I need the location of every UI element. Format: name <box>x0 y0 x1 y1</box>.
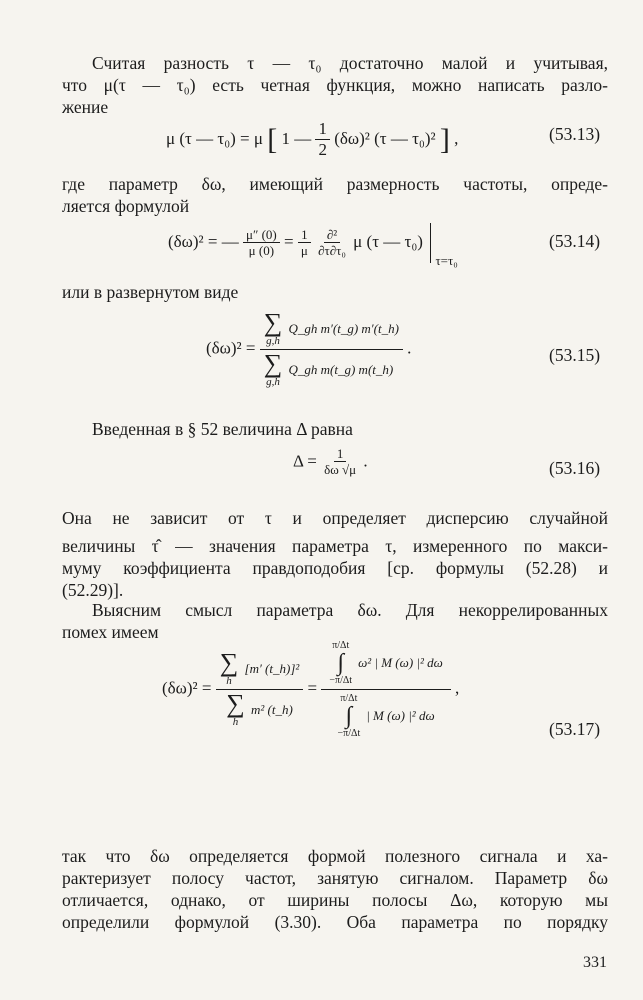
fraction-denominator: δω √μ <box>324 462 357 478</box>
equation-53-13 <box>166 120 458 160</box>
eq-term: (δω)² (τ — τ₀)² <box>334 128 436 148</box>
eq-lhs: (δω)² = <box>162 678 212 698</box>
equals-sign: = <box>284 231 294 251</box>
text-line: Выясним смысл параметра δω. Для некоррелированных <box>92 600 608 620</box>
text-line: величины τ̂ — значения параметра τ, измеренного по макси- <box>62 536 608 556</box>
equation-number: (53.17) <box>549 719 601 739</box>
eq-term: μ (τ — τ₀) <box>353 231 423 251</box>
numerator-expression: [m′ (t_h)]² <box>244 660 300 676</box>
text-line: так что δω определяется формой полезного сигнала и ха- <box>62 846 608 866</box>
fraction-numerator: ∂² <box>324 228 340 243</box>
fraction-denominator: 2 <box>318 139 327 159</box>
equation-number: (53.14) <box>549 231 601 251</box>
fraction <box>260 308 403 388</box>
fraction-numerator <box>321 640 450 690</box>
eq-dot: . <box>407 338 412 358</box>
text-line: что μ(τ — τ₀) есть четная функция, можно написать разло- <box>62 75 608 95</box>
denominator-expression: m² (t_h) <box>251 701 293 717</box>
text-line: рактеризует полосу частот, занятую сигналом. Параметр δω <box>62 868 608 888</box>
equation-number: (53.16) <box>549 458 601 478</box>
eq-comma: , <box>455 678 460 698</box>
bracket-close: ] <box>439 123 450 157</box>
fraction-denominator: ∂τ∂τ₀ <box>318 242 346 258</box>
fraction-numerator: 1 <box>298 228 311 243</box>
eq-term: 1 — <box>281 128 312 148</box>
text-line: (52.29)]. <box>62 580 124 600</box>
text-line: жение <box>62 97 109 117</box>
sum-symbol: ∑ h <box>219 648 239 687</box>
fraction-denominator: μ (0) <box>248 242 275 258</box>
fraction-denominator: μ <box>300 242 308 258</box>
text-line: Считая разность τ — τ₀ достаточно малой и учитывая, <box>92 53 608 73</box>
eq-lhs: μ (τ — τ₀) = μ <box>166 128 263 148</box>
fraction <box>315 228 349 259</box>
eq-comma: , <box>454 128 459 148</box>
text-line: муму коэффициента правдоподобия [ср. формулы (52.28) и <box>62 558 608 578</box>
text-line: Введенная в § 52 величина Δ равна <box>92 419 353 439</box>
eq-lhs: (δω)² = <box>206 338 256 358</box>
fraction <box>315 120 330 160</box>
fraction <box>321 447 359 478</box>
text-line: определили формулой (3.30). Оба параметра по порядку <box>62 912 608 932</box>
equation-number: (53.13) <box>549 124 601 144</box>
eq-lhs: (δω)² = — <box>168 231 239 251</box>
equation-number: (53.15) <box>549 345 601 365</box>
fraction-numerator <box>216 648 304 690</box>
fraction-denominator <box>260 350 398 388</box>
integrand: ω² | M (ω) |² dω <box>358 655 443 670</box>
integrand: | M (ω) |² dω <box>366 708 435 723</box>
numerator-expression: Q_gh m′(t_g) m′(t_h) <box>288 320 399 336</box>
sum-symbol: ∑ g,h <box>263 349 283 388</box>
text-line: отличается, однако, от ширины полосы Δω, которую мы <box>62 890 608 910</box>
page-number: 331 <box>583 954 607 971</box>
equation-53-16 <box>293 447 368 478</box>
sum-symbol: ∑ g,h <box>263 308 283 347</box>
sum-symbol: ∑ h <box>226 689 245 728</box>
text-line: или в развернутом виде <box>62 282 239 302</box>
fraction <box>321 640 450 739</box>
evaluation-point: τ=τ₀ <box>435 252 458 268</box>
evaluation-bar <box>430 223 431 263</box>
text-line: Она не зависит от τ и определяет дисперсию случайной <box>62 508 608 528</box>
text-line: где параметр δω, имеющий размерность частоты, опреде- <box>62 174 608 194</box>
fraction-numerator: 1 <box>334 447 347 462</box>
equals-sign: = <box>307 678 318 698</box>
eq-lhs: Δ = <box>293 451 317 471</box>
text-line: ляется формулой <box>62 196 190 216</box>
text-line: помех имеем <box>62 622 159 642</box>
integral-symbol: π/Δt ∫ −π/Δt <box>329 640 353 686</box>
fraction <box>216 648 304 728</box>
fraction <box>298 228 311 259</box>
fraction-denominator <box>330 690 443 739</box>
equation-53-15 <box>206 308 412 388</box>
fraction-numerator <box>260 308 403 350</box>
fraction-numerator: 1 <box>315 120 330 140</box>
fraction-denominator <box>222 690 297 728</box>
integral-symbol: π/Δt ∫ −π/Δt <box>337 693 361 739</box>
fraction-numerator: μ″ (0) <box>243 228 280 243</box>
fraction <box>243 228 280 259</box>
denominator-expression: Q_gh m(t_g) m(t_h) <box>288 361 394 377</box>
bracket-open: [ <box>267 123 278 157</box>
equation-53-14 <box>168 223 458 269</box>
eq-dot: . <box>363 451 368 471</box>
equation-53-17 <box>162 640 459 739</box>
